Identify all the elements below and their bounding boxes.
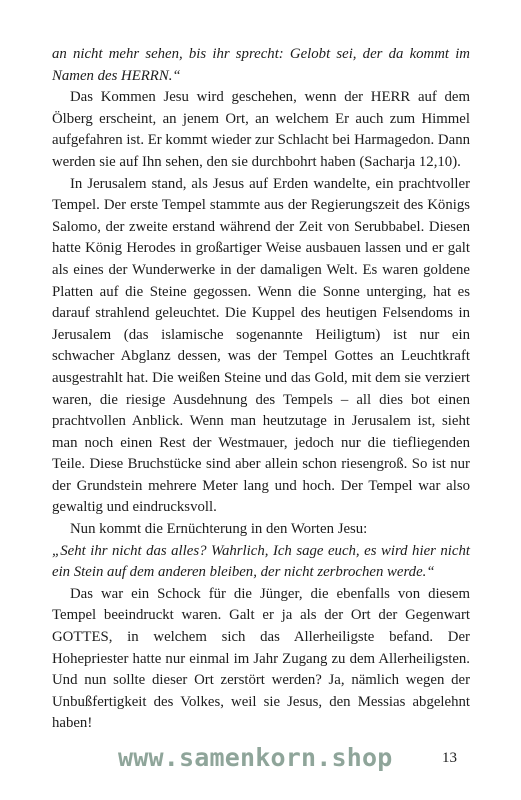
paragraph-disillusion: Nun kommt die Ernüchterung in den Worten Jesu: <box>70 521 368 538</box>
page-body <box>52 44 470 735</box>
page-footer <box>0 736 521 786</box>
paragraph-shock: Das war ein Schock für die Jünger, die ebenfalls von diesem Tempel beeindruckt waren. Galt er ja als der Ort der Gegenwart GOTTES, in welchem sich das Allerheiligste befand. Der Hohepriester hatte nur einmal im Jahr Zugang zu dem Allerheiligsten. Und nun sollte dieser Ort zerstört werden? Ja, nämlich wegen der Unbußfertigkeit des Volkes, weil sie Jesus, den Messias abgelehnt haben! <box>52 585 470 732</box>
page-number: 13 <box>442 750 457 766</box>
paragraph-coming-of-jesus: Das Kommen Jesu wird geschehen, wenn der HERR auf dem Ölberg erscheint, an jenem Ort, an welchem Er auch zum Himmel aufgefahren ist. Er kommt wieder zur Schlacht bei Harmagedon. Dann werden sie auf Ihn sehen, den sie durchbohrt haben (Sacharja 12,10). <box>52 89 470 170</box>
watermark: www.samenkorn.shop <box>118 743 393 772</box>
paragraph-jesus-quote: „Seht ihr nicht das alles? Wahrlich, Ich sage euch, es wird hier nicht ein Stein auf dem anderen bleiben, der nicht zerbrochen werde.“ <box>52 542 470 581</box>
paragraph-quote-ending: an nicht mehr sehen, bis ihr sprecht: Gelobt sei, der da kommt im Namen des HERRN.“ <box>52 46 470 84</box>
paragraph-temple-description: In Jerusalem stand, als Jesus auf Erden wandelte, ein prachtvoller Tempel. Der erste Tempel stammte aus der Regierungszeit des Königs Salomo, der zweite erstand während der Zeit von Serubbabel. Diesen hatte König Herodes in großartiger Weise ausbauen lassen und er galt als eines der Wunderwerke in der damaligen Welt. Es waren goldene Platten auf die Steine gegossen. Wenn die Sonne unterging, hat es darauf strahlend geleuchtet. Die Kuppel des heutigen Felsendoms in Jerusalem (das islamische sogenannte Heiligtum) ist nur ein schwacher Abglanz dessen, was der Tempel Gottes an Leuchtkraft ausgestrahlt hat. Die weißen Steine und das Gold, mit dem sie verziert waren, die riesige Ausdehnung des Tempels – all dies bot einen prachtvollen Anblick. Wenn man heutzutage in Jerusalem ist, sieht man noch einen Rest der Westmauer, jedoch nur die tiefliegenden Teile. Diese Bruchstücke sind aber allein schon riesengroß. So ist nur der Grundstein mehrere Meter lang und hoch. Der Tempel war also gewaltig und eindrucksvoll. <box>52 175 470 516</box>
